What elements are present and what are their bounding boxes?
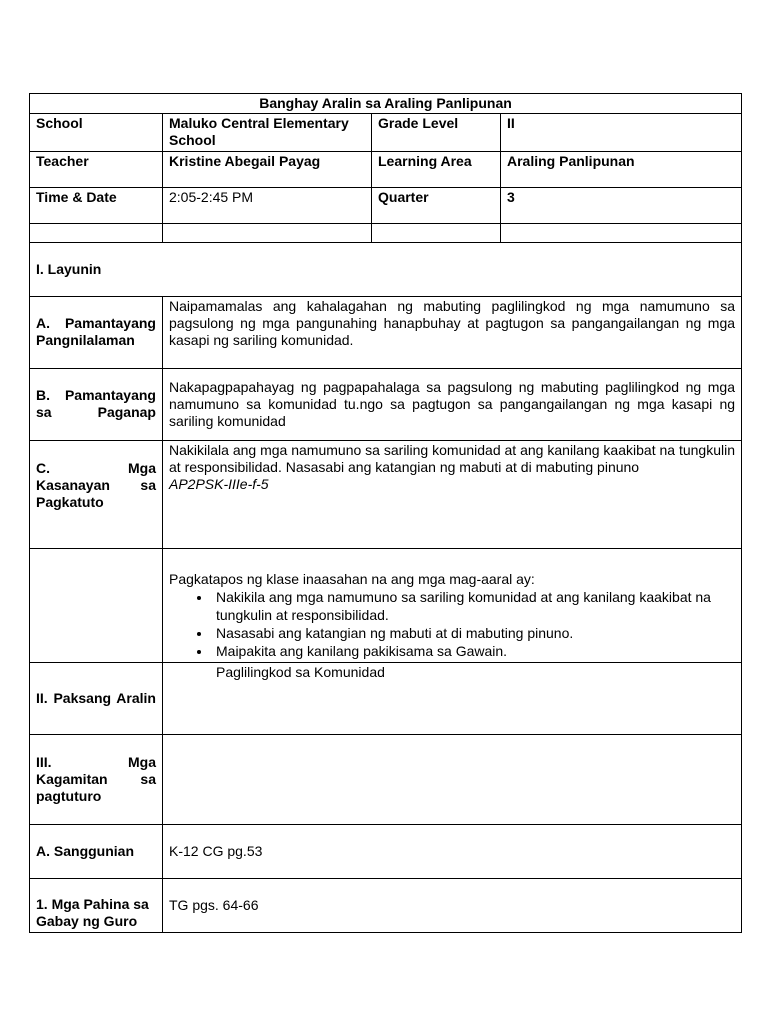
pamantayang-pangnilalaman-label (30, 297, 163, 369)
grade-level-label: Grade Level (372, 114, 501, 152)
time-date-label: Time & Date (30, 188, 163, 224)
sanggunian-row (30, 825, 742, 879)
blank-cell (372, 224, 501, 243)
paksang-aralin-label-text: II. Paksang Aralin (36, 689, 156, 706)
kasanayan-label (30, 441, 163, 549)
objectives-cell (163, 549, 742, 663)
pamantayang-pangnilalaman-text: Naipamamalas ang kahalagahan ng mabuting paglilingkod ng mga namumuno sa pagsulong ng mga pangunahing hanapbuhay at pagtugon sa pangangailangan ng mga kasapi ng sariling komunidad. (163, 297, 742, 369)
layunin-row (30, 243, 742, 297)
pahina-label: 1. Mga Pahina sa Gabay ng Guro (30, 879, 163, 933)
kagamitan-label (30, 735, 163, 825)
kasanayan-label-text: C. Mga Kasanayan sa Pagkatuto (36, 460, 156, 510)
pahina-row (30, 879, 742, 933)
kagamitan-cell (163, 735, 742, 825)
blank-cell (163, 224, 372, 243)
paksang-aralin-label (30, 663, 163, 735)
objective-item: • Maipakita ang kanilang pakikisama sa Gawain. (212, 642, 735, 660)
document-title: Banghay Aralin sa Araling Panlipunan (30, 94, 742, 114)
pamantayang-pangnilalaman-row (30, 297, 742, 369)
time-date-value: 2:05-2:45 PM (163, 188, 372, 224)
objective-item: • Nakikila ang mga namumuno sa sariling komunidad at ang kanilang kaakibat na tungkulin at responsibilidad. (212, 588, 735, 624)
learning-area-label: Learning Area (372, 152, 501, 188)
pamantayang-paganap-text: Nakapagpapahayag ng pagpapahalaga sa pagsulong ng mabuting paglilingkod ng mga namumuno sa komunidad tu.ngo sa pagtugon sa pangangailangan ng mga kasapi ng sariling komunidad (163, 369, 742, 441)
quarter-label: Quarter (372, 188, 501, 224)
kasanayan-cell (163, 441, 742, 549)
blank-cell (30, 224, 163, 243)
paksang-aralin-text: Paglilingkod sa Komunidad (216, 664, 385, 680)
layunin-heading: I. Layunin (30, 243, 742, 297)
blank-row (30, 224, 742, 243)
kasanayan-row (30, 441, 742, 549)
pamantayang-paganap-label (30, 369, 163, 441)
kasanayan-code: AP2PSK-IIIe-f-5 (169, 476, 269, 492)
grade-level-value: II (501, 114, 742, 152)
objectives-intro: Pagkatapos ng klase inaasahan na ang mga mag-aaral ay: (169, 571, 535, 587)
objective-item: • Nasasabi ang katangian ng mabuti at di mabuting pinuno. (212, 624, 735, 642)
teacher-value: Kristine Abegail Payag (163, 152, 372, 188)
sanggunian-text: K-12 CG pg.53 (163, 825, 742, 879)
paksang-aralin-row (30, 663, 742, 735)
objectives-label-cell (30, 549, 163, 663)
school-row (30, 114, 742, 152)
title-row (30, 94, 742, 114)
pamantayang-paganap-label-text: B. Pamantayang sa Paganap (36, 387, 156, 420)
teacher-row (30, 152, 742, 188)
learning-area-value: Araling Panlipunan (501, 152, 742, 188)
sanggunian-label: A. Sanggunian (30, 825, 163, 879)
teacher-label: Teacher (30, 152, 163, 188)
school-value: Maluko Central Elementary School (163, 114, 372, 152)
lesson-plan-table (29, 93, 742, 933)
school-label: School (30, 114, 163, 152)
objectives-row (30, 549, 742, 663)
objectives-list (169, 588, 735, 660)
pamantayang-paganap-row (30, 369, 742, 441)
time-row (30, 188, 742, 224)
quarter-value: 3 (501, 188, 742, 224)
paksang-aralin-cell (163, 663, 742, 735)
kagamitan-row (30, 735, 742, 825)
kagamitan-label-text: III. Mga Kagamitan sa pagtuturo (36, 753, 156, 804)
kasanayan-text: Nakikilala ang mga namumuno sa sariling komunidad at ang kanilang kaakibat na tungkulin at responsibilidad. Nasasabi ang katangian ng mabuti at di mabuting pinuno (169, 442, 736, 475)
pahina-text: TG pgs. 64-66 (163, 879, 742, 933)
pamantayang-pangnilalaman-label-text: A. Pamantayang Pangnilalaman (36, 315, 156, 348)
blank-cell (501, 224, 742, 243)
